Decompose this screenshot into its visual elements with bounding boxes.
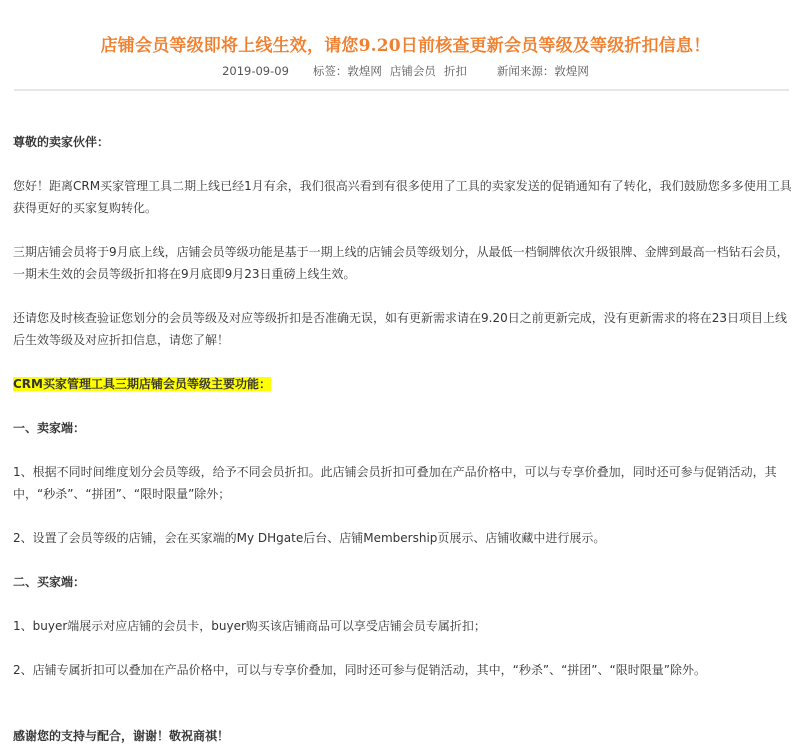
section-buyer-heading: 二、买家端： — [13, 575, 86, 589]
buyer-item-1: 1、buyer端展示对应店铺的会员卡，buyer购买该店铺商品可以享受店铺会员专属折扣； — [13, 619, 486, 633]
features-heading-line — [13, 373, 793, 395]
paragraph-intro: 您好！距离CRM买家管理工具二期上线已经1月有余，我们很高兴看到有很多使用了工具的卖家发送的促销通知有了转化，我们鼓励您多多使用工具获得更好的买家复购转化。 — [13, 179, 792, 215]
tags-label: 标签： — [312, 64, 348, 78]
paragraph-phase-three: 三期店铺会员将于9月底上线，店铺会员等级功能是基于一期上线的店铺会员等级划分，从最低一档铜牌依次升级银牌、金牌到最高一档钻石会员，一期未生效的会员等级折扣将在9月底即9月23日重磅上线生效。 — [13, 245, 789, 281]
greeting: 尊敬的卖家伙伴： — [13, 135, 110, 149]
seller-item-2: 2、设置了会员等级的店铺，会在买家端的My DHgate后台、店铺Membership页展示、店铺收藏中进行展示。 — [13, 531, 606, 545]
closing-line: 感谢您的支持与配合，谢谢！敬祝商祺！ — [13, 729, 230, 743]
news-source: 敦煌网 — [554, 64, 589, 78]
source-label: 新闻来源： — [496, 64, 555, 78]
article-meta — [0, 63, 811, 79]
seller-item-1: 1、根据不同时间维度划分会员等级，给予不同会员折扣。此店铺会员折扣可叠加在产品价格中，可以与专享价叠加，同时还可参与促销活动，其中，“秒杀”、“拼团”、“限时限量”除外； — [13, 465, 777, 501]
section-seller-heading: 一、卖家端： — [13, 421, 86, 435]
paragraph-verify-request: 还请您及时核查验证您划分的会员等级及对应等级折扣是否准确无误，如有更新需求请在9.20日之前更新完成，没有更新需求的将在23日项目上线后生效等级及对应折扣信息，请您了解！ — [13, 311, 787, 347]
article-title: 店铺会员等级即将上线生效，请您9.20日前核查更新会员等级及等级折扣信息！ — [100, 36, 711, 56]
tag-link-discount[interactable]: 折扣 — [443, 64, 467, 78]
tag-link-dhgate[interactable]: 敦煌网 — [347, 64, 382, 78]
buyer-item-2: 2、店铺专属折扣可以叠加在产品价格中，可以与专享价叠加，同时还可参与促销活动，其中，“秒杀”、“拼团”、“限时限量”除外。 — [13, 663, 706, 677]
tag-link-store-member[interactable]: 店铺会员 — [389, 64, 436, 78]
article-date: 2019-09-09 — [222, 64, 289, 78]
features-heading: CRM买家管理工具三期店铺会员等级主要功能： — [13, 377, 271, 391]
title-divider — [14, 89, 789, 91]
